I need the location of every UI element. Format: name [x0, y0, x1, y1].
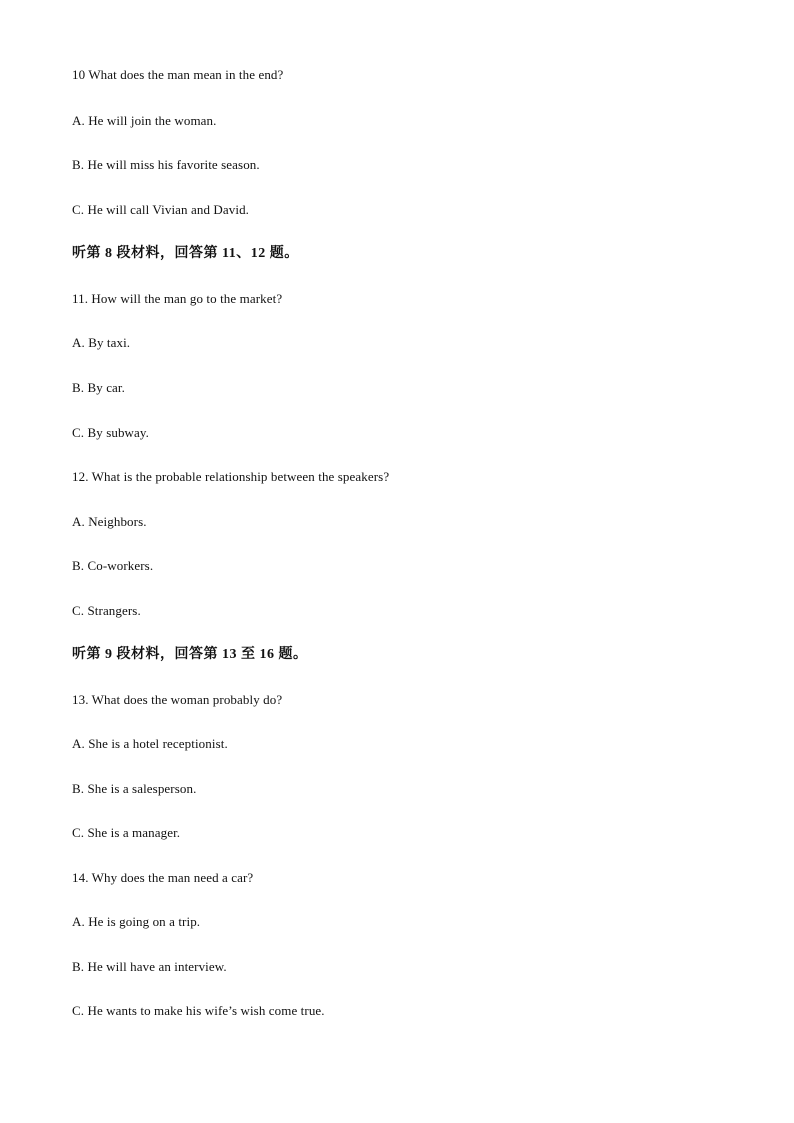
question-13: 13. What does the woman probably do?: [72, 692, 283, 707]
q11-option-b: B. By car.: [72, 380, 125, 395]
q11-option-c: C. By subway.: [72, 425, 150, 440]
q14-option-a: A. He is going on a trip.: [72, 914, 201, 929]
q13-option-b: B. She is a salesperson.: [72, 781, 197, 796]
q10-option-b: B. He will miss his favorite season.: [72, 157, 260, 172]
question-14: 14. Why does the man need a car?: [72, 870, 254, 885]
q10-option-a: A. He will join the woman.: [72, 113, 217, 128]
q12-option-a: A. Neighbors.: [72, 514, 147, 529]
q11-option-a: A. By taxi.: [72, 335, 131, 350]
q12-option-b: B. Co-workers.: [72, 558, 154, 573]
q14-option-b: B. He will have an interview.: [72, 959, 227, 974]
q13-option-c: C. She is a manager.: [72, 825, 181, 840]
q13-option-a: A. She is a hotel receptionist.: [72, 736, 228, 751]
q14-option-c: C. He wants to make his wife’s wish come true.: [72, 1003, 325, 1018]
section-9-heading: 听第 9 段材料，回答第 13 至 16 题。: [72, 647, 308, 662]
q12-option-c: C. Strangers.: [72, 603, 141, 618]
q10-option-c: C. He will call Vivian and David.: [72, 202, 250, 217]
question-10: 10 What does the man mean in the end?: [72, 67, 284, 82]
section-8-heading: 听第 8 段材料，回答第 11、12 题。: [72, 246, 299, 261]
question-12: 12. What is the probable relationship between the speakers?: [72, 469, 390, 484]
question-11: 11. How will the man go to the market?: [72, 291, 283, 306]
